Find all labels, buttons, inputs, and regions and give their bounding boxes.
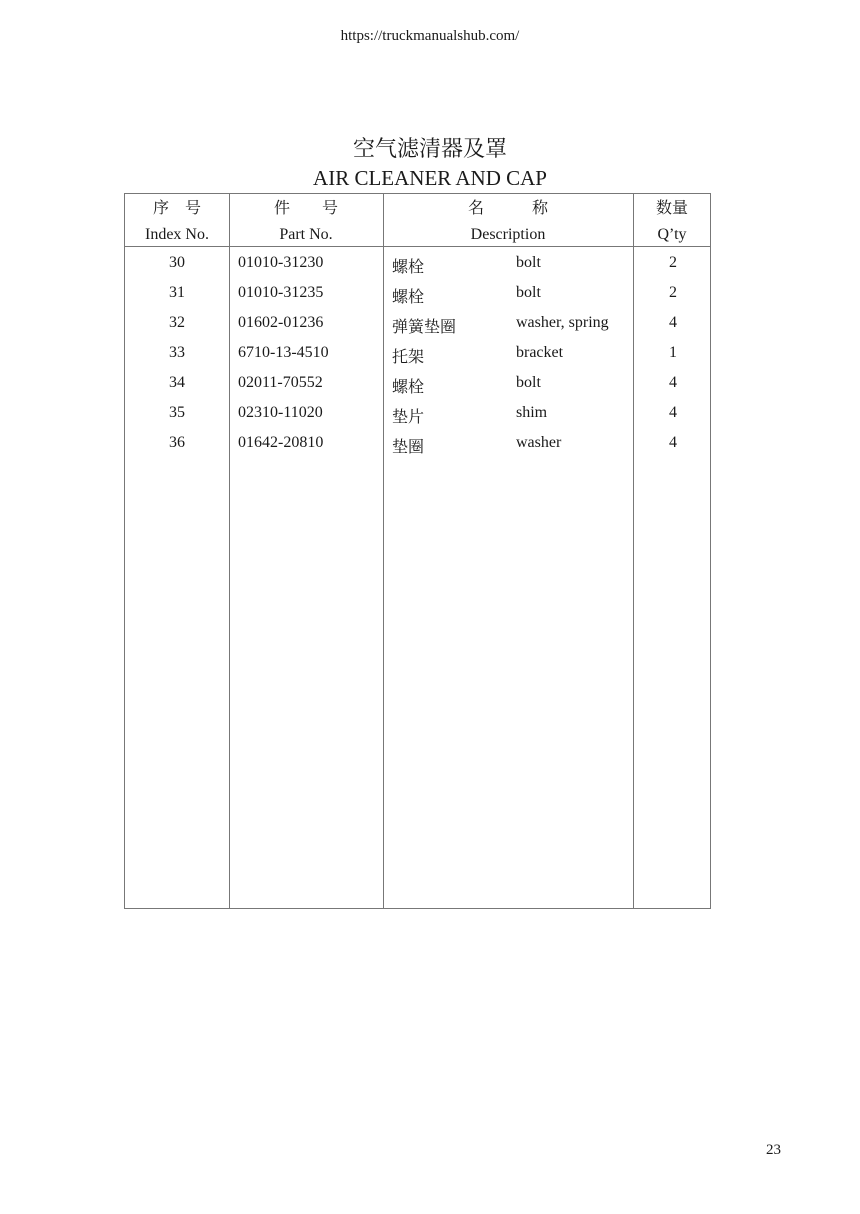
description-cn-cell: 螺栓 [392, 379, 425, 396]
part-number-cell: 01010-31235 [238, 284, 324, 301]
description-en-cell: bolt [516, 284, 541, 301]
column-header-en: Description [470, 226, 546, 243]
column-header-description [383, 200, 633, 244]
quantity-cell: 4 [669, 314, 677, 331]
column-header-cn: 数量 [655, 200, 688, 217]
index-cell: 31 [169, 284, 185, 301]
parts-table [124, 193, 711, 909]
column-header-index [125, 200, 229, 244]
quantity-cell: 4 [669, 434, 677, 451]
column-header-cn: 件 号 [273, 200, 338, 217]
quantity-cell: 2 [669, 254, 677, 271]
index-cell: 33 [169, 344, 185, 361]
quantity-cell: 1 [669, 344, 677, 361]
table-row [125, 344, 710, 374]
description-cn-cell: 螺栓 [392, 289, 425, 306]
part-number-cell: 02310-11020 [238, 404, 323, 421]
description-en-cell: bracket [516, 344, 564, 361]
column-header-en: Q’ty [657, 226, 687, 243]
part-number-cell: 6710-13-4510 [238, 344, 329, 361]
quantity-cell: 2 [669, 284, 677, 301]
column-header-cn: 名 称 [467, 200, 548, 217]
index-cell: 30 [169, 254, 185, 271]
table-row [125, 314, 710, 344]
quantity-cell: 4 [669, 404, 677, 421]
description-cn-cell: 弹簧垫圈 [392, 319, 457, 336]
column-header-en: Index No. [145, 226, 209, 243]
table-row [125, 404, 710, 434]
table-row [125, 374, 710, 404]
quantity-cell: 4 [669, 374, 677, 391]
description-cn-cell: 垫片 [392, 409, 425, 426]
description-cn-cell: 螺栓 [392, 259, 425, 276]
description-en-cell: washer [516, 434, 562, 451]
description-en-cell: bolt [516, 374, 541, 391]
index-cell: 36 [169, 434, 185, 451]
part-number-cell: 01602-01236 [238, 314, 324, 331]
description-en-cell: bolt [516, 254, 541, 271]
table-row [125, 284, 710, 314]
column-header-en: Part No. [279, 226, 333, 243]
description-en-cell: shim [516, 404, 548, 421]
page-number: 23 [766, 1142, 781, 1158]
column-header-part-no [229, 200, 383, 244]
source-url: https://truckmanualshub.com/ [340, 28, 520, 44]
header-divider [125, 246, 710, 247]
part-number-cell: 01642-20810 [238, 434, 324, 451]
column-header-qty [633, 200, 711, 244]
description-cn-cell: 垫圈 [392, 439, 425, 456]
description-en-cell: washer, spring [516, 314, 609, 331]
part-number-cell: 02011-70552 [238, 374, 323, 391]
index-cell: 32 [169, 314, 185, 331]
part-number-cell: 01010-31230 [238, 254, 324, 271]
table-row [125, 254, 710, 284]
column-header-cn: 序 号 [152, 200, 201, 217]
table-body [125, 254, 710, 464]
page-title-english: AIR CLEANER AND CAP [313, 166, 547, 190]
index-cell: 34 [169, 374, 185, 391]
table-row [125, 434, 710, 464]
index-cell: 35 [169, 404, 185, 421]
description-cn-cell: 托架 [392, 349, 425, 366]
page-title-chinese: 空气滤清器及罩 [352, 136, 507, 161]
